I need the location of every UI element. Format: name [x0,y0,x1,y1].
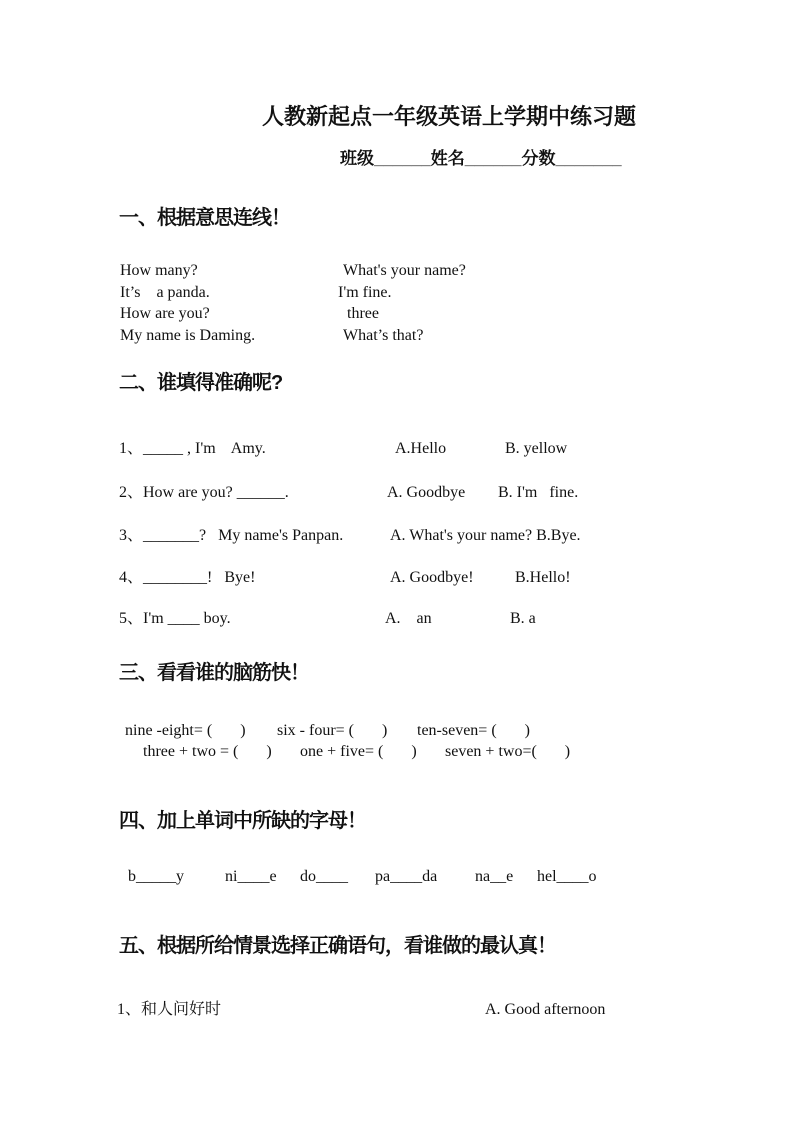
section-3-heading: 三、看看谁的脑筋快！ [119,662,309,684]
equation: nine -eight= ( ) [125,722,246,739]
option-a: A. Good afternoon [485,1001,606,1018]
word-blank: na__e [475,868,514,885]
equation: three + two = ( ) [143,743,272,760]
option-b: B. a [510,610,536,627]
equation: six - four= ( ) [277,722,388,739]
word-blank: pa____da [375,868,438,885]
equation: ten-seven= ( ) [417,722,530,739]
section-1-heading: 一、根据意思连线！ [119,207,290,229]
equation: one + five= ( ) [300,743,417,760]
match-right-item: three [347,305,379,322]
section-2-heading: 二、谁填得准确呢? [119,372,283,394]
option-b: B. yellow [505,440,568,457]
question-stem: 1、_____ , I'm Amy. [119,440,266,457]
option-a: A. What's your name? B.Bye. [390,527,581,544]
question-stem: 2、How are you? ______. [119,484,289,501]
match-left-item: My name is Daming. [120,327,256,344]
match-right-item: I'm fine. [338,284,392,301]
question-stem: 3、_______? My name's Panpan. [119,527,344,544]
match-left-item: How are you? [120,305,210,322]
match-right-item: What’s that? [343,327,424,344]
word-blank: ni____e [225,868,277,885]
option-a: A. Goodbye [387,484,466,501]
section-4-heading: 四、加上单词中所缺的字母！ [119,810,366,832]
option-b: B. I'm fine. [498,484,579,501]
question-stem: 1、和人问好时 [117,1001,222,1018]
option-b: B.Hello! [515,569,571,586]
question-stem: 4、________! Bye! [119,569,256,586]
match-left-item: It’s a panda. [120,284,210,301]
equation: seven + two=( ) [445,743,571,760]
match-right-item: What's your name? [343,262,466,279]
option-a: A. Goodbye! [390,569,474,586]
word-blank: do____ [300,868,348,885]
word-blank: hel____o [537,868,597,885]
option-a: A.Hello [395,440,447,457]
section-5-heading: 五、根据所给情景选择正确语句，看谁做的最认真！ [119,935,556,957]
word-blank: b_____y [128,868,184,885]
match-left-item: How many? [120,262,198,279]
page-title: 人教新起点一年级英语上学期中练习题 [262,104,637,129]
question-stem: 5、I'm ____ boy. [119,610,231,627]
student-info-line: 班级______姓名______分数_______ [340,149,622,168]
option-a: A. an [385,610,432,627]
